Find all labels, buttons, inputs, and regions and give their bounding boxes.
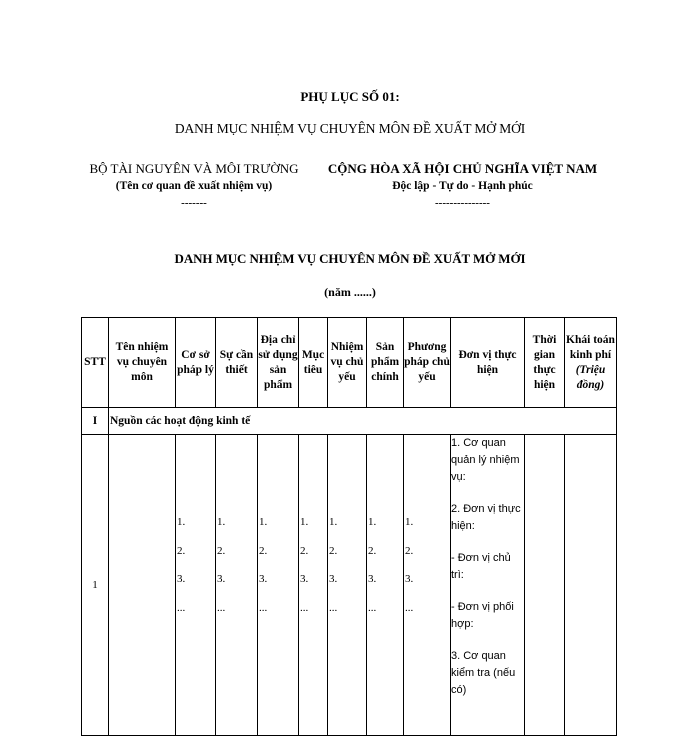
national-header bbox=[315, 160, 610, 212]
placeholder-item: 1. bbox=[300, 516, 309, 528]
placeholder-item: 3. bbox=[259, 573, 268, 585]
col-header-main-methods: Phương pháp chủ yếu bbox=[404, 318, 451, 408]
row-number: 1 bbox=[82, 435, 109, 736]
col-header-stt: STT bbox=[82, 318, 109, 408]
cell-duration bbox=[525, 435, 565, 736]
cell-legal-basis bbox=[176, 435, 216, 736]
task-table bbox=[81, 317, 617, 736]
placeholder-item: 3. bbox=[368, 573, 377, 585]
placeholder-item: ... bbox=[405, 601, 414, 614]
cell-executing-unit bbox=[451, 435, 525, 736]
cell-necessity bbox=[216, 435, 258, 736]
placeholder-item: ... bbox=[300, 601, 309, 614]
placeholder-list bbox=[404, 435, 450, 629]
unit-line: - Đơn vị phối hợp: bbox=[451, 601, 514, 630]
placeholder-list bbox=[328, 435, 366, 629]
placeholder-list bbox=[367, 435, 403, 629]
section-label: Nguồn các hoạt động kinh tế bbox=[109, 408, 617, 435]
placeholder-item: ... bbox=[368, 601, 377, 614]
agency-header bbox=[80, 160, 308, 212]
col-header-main-products: Sản phẩm chính bbox=[367, 318, 404, 408]
cell-main-tasks bbox=[328, 435, 367, 736]
agency-name: BỘ TÀI NGUYÊN VÀ MÔI TRƯỜNG bbox=[89, 161, 299, 176]
placeholder-item: 2. bbox=[329, 544, 338, 557]
agency-divider: ------- bbox=[181, 197, 207, 209]
placeholder-item: 3. bbox=[405, 573, 414, 585]
document-title: DANH MỤC NHIỆM VỤ CHUYÊN MÔN ĐỀ XUẤT MỞ MỚI bbox=[174, 251, 526, 266]
unit-line: 2. Đơn vị thực hiện: bbox=[451, 503, 521, 532]
placeholder-item: 3. bbox=[300, 573, 309, 585]
placeholder-list bbox=[176, 435, 215, 629]
col-header-executing-unit: Đơn vị thực hiện bbox=[451, 318, 525, 408]
cell-usage-address bbox=[258, 435, 299, 736]
placeholder-item: 2. bbox=[217, 544, 226, 557]
placeholder-item: 2. bbox=[405, 544, 414, 557]
cell-objectives bbox=[299, 435, 328, 736]
placeholder-item: 2. bbox=[259, 544, 268, 557]
col-header-legal-basis: Cơ sở pháp lý bbox=[176, 318, 216, 408]
section-number: I bbox=[82, 408, 109, 435]
cost-label: Khái toán kinh phí bbox=[566, 333, 615, 361]
placeholder-item: ... bbox=[217, 601, 226, 614]
col-header-cost bbox=[565, 318, 617, 408]
unit-line: 3. Cơ quan kiểm tra (nếu có) bbox=[451, 650, 516, 696]
placeholder-item: ... bbox=[329, 601, 338, 614]
placeholder-item: 3. bbox=[177, 573, 186, 585]
placeholder-item: 2. bbox=[368, 544, 377, 557]
placeholder-item: 1. bbox=[177, 516, 186, 528]
placeholder-item: 1. bbox=[259, 516, 268, 528]
country-name: CỘNG HÒA XÃ HỘI CHỦ NGHĨA VIỆT NAM bbox=[327, 161, 598, 176]
cell-cost bbox=[565, 435, 617, 736]
placeholder-item: 3. bbox=[329, 573, 338, 585]
col-header-name: Tên nhiệm vụ chuyên môn bbox=[109, 318, 176, 408]
national-motto: Độc lập - Tự do - Hạnh phúc bbox=[392, 180, 533, 192]
cell-name bbox=[109, 435, 176, 736]
unit-line: - Đơn vị chủ trì: bbox=[451, 552, 511, 581]
placeholder-item: ... bbox=[259, 601, 268, 614]
col-header-necessity: Sự cần thiết bbox=[216, 318, 258, 408]
placeholder-item: ... bbox=[177, 601, 186, 614]
cell-main-methods bbox=[404, 435, 451, 736]
table-header-row bbox=[82, 318, 617, 408]
col-header-objectives: Mục tiêu bbox=[299, 318, 328, 408]
table-row bbox=[82, 435, 617, 736]
motto-divider: --------------- bbox=[435, 197, 490, 209]
col-header-usage-address: Địa chỉ sử dụng sản phẩm bbox=[258, 318, 299, 408]
placeholder-item: 1. bbox=[368, 516, 377, 528]
list-title: DANH MỤC NHIỆM VỤ CHUYÊN MÔN ĐỀ XUẤT MỞ MỚI bbox=[174, 121, 526, 136]
appendix-label: PHỤ LỤC SỐ 01: bbox=[300, 89, 400, 104]
cell-main-products bbox=[367, 435, 404, 736]
placeholder-list bbox=[216, 435, 257, 629]
placeholder-item: 1. bbox=[329, 516, 338, 528]
agency-note: (Tên cơ quan đề xuất nhiệm vụ) bbox=[115, 180, 273, 192]
placeholder-item: 1. bbox=[405, 516, 414, 528]
year-note: (năm ......) bbox=[324, 285, 376, 299]
placeholder-list bbox=[258, 435, 298, 629]
col-header-duration: Thời gian thực hiện bbox=[525, 318, 565, 408]
placeholder-item: 1. bbox=[217, 516, 226, 528]
placeholder-item: 2. bbox=[177, 544, 186, 557]
unit-line: 1. Cơ quan quản lý nhiệm vụ: bbox=[451, 437, 520, 483]
placeholder-list bbox=[299, 435, 327, 629]
table-section-row bbox=[82, 408, 617, 435]
placeholder-item: 2. bbox=[300, 544, 309, 557]
placeholder-item: 3. bbox=[217, 573, 226, 585]
col-header-main-tasks: Nhiệm vụ chủ yếu bbox=[328, 318, 367, 408]
cost-unit: (Triệu đồng) bbox=[575, 363, 606, 391]
